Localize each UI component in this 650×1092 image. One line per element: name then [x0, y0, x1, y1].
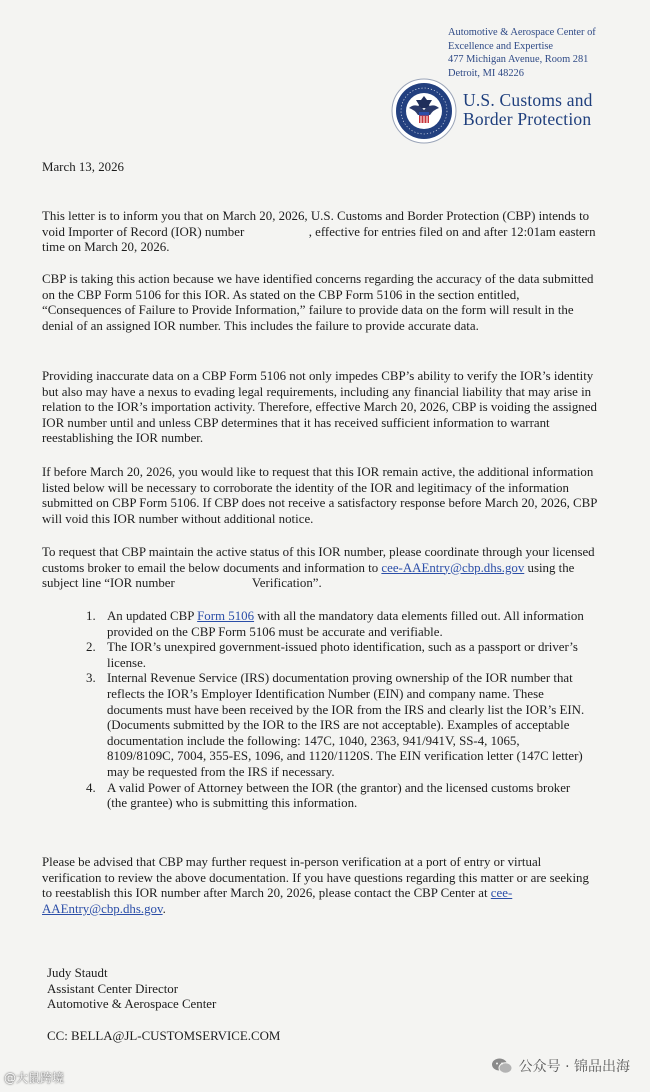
- signer-title: Assistant Center Director: [47, 981, 179, 996]
- list-number: 1.: [86, 609, 96, 623]
- paragraph-verification: [42, 855, 598, 917]
- cc-line: CC: BELLA@JL-CUSTOMSERVICE.COM: [47, 1029, 281, 1043]
- email-link[interactable]: cee-AAEntry@cbp.dhs.gov: [42, 886, 513, 916]
- address-line: Automotive & Aerospace Center of: [448, 27, 596, 38]
- email-link[interactable]: cee-AAEntry@cbp.dhs.gov: [381, 560, 525, 575]
- list-text: The IOR’s unexpired government-issued photo identification, such as a passport or driver’s license.: [107, 640, 578, 670]
- paragraph-reason: CBP is taking this action because we have identified concerns regarding the accuracy of the data submitted on the CBP Form 5106 for this IOR. As stated on the CBP Form 5106 in the section entitled, “Consequences of Failure to Provide Information,” failure to provide data on the form will result in the denial of an assigned IOR number. This includes the failure to provide accurate data.: [42, 272, 594, 333]
- wechat-icon: [491, 1057, 513, 1075]
- list-item: [86, 671, 586, 780]
- watermark-text: 公众号 · 锦品出海: [518, 1059, 630, 1075]
- list-text: A valid Power of Attorney between the IOR (the grantor) and the licensed customs broker (the grantee) who is submitting this information.: [107, 780, 571, 811]
- agency-name: [463, 91, 593, 129]
- agency-name-line: Border Protection: [463, 109, 592, 129]
- paragraph-text: To request that CBP maintain the active status of this IOR number, please coordinate through your licensed customs broker to email the below documents and information to: [42, 545, 598, 575]
- signature-block: [47, 966, 216, 1013]
- paragraph-request-active: If before March 20, 2026, you would like to request that this IOR remain active, the additional information listed below will be necessary to corroborate the identity of the IOR and legitimacy of the information submitted on CBP Form 5106. If CBP does not receive a satisfactory response before March 20, 2026, CBP will void this IOR number without additional notice.: [42, 465, 597, 526]
- paragraph-text: using the subject line “IOR number Verification”.: [42, 560, 578, 591]
- list-text: An updated CBP: [107, 609, 198, 623]
- list-text: with all the mandatory data elements filled out. All information provided on the CBP Form 5106 must be accurate and verifiable.: [107, 609, 584, 639]
- wechat-watermark: [491, 1056, 630, 1076]
- paragraph-inaccurate-data: Providing inaccurate data on a CBP Form 5106 not only impedes CBP’s ability to verify the IOR’s identity but also may have a nexus to evading legal requirements, including any financial liability that may arise in relation to the IOR’s importation activity. Therefore, effective March 20, 2026, CBP is voiding the assigned IOR number until and unless CBP determines that it has received sufficient information to warrant reestablishing the IOR number.: [42, 369, 597, 446]
- list-number: 2.: [86, 640, 96, 655]
- required-documents-list: [86, 609, 586, 812]
- address-line: Detroit, MI 48226: [448, 67, 524, 79]
- list-item: [86, 640, 586, 671]
- signer-name: Judy Staudt: [47, 966, 108, 980]
- address-line: 477 Michigan Avenue, Room 281: [448, 54, 589, 66]
- agency-name-line: U.S. Customs and: [463, 90, 593, 110]
- paragraph-email-instructions: [42, 545, 598, 592]
- list-number: 4.: [86, 780, 96, 795]
- paragraph-text: Please be advised that CBP may further request in-person verification at a port of entry or virtual verification to review the above documentation. If you have questions regarding this matter or are seeking to reestablish this IOR number after March 20, 2026, please contact the CBP Center at: [42, 855, 589, 901]
- form-5106-link[interactable]: Form 5106: [197, 609, 255, 623]
- letter-date: March 13, 2026: [42, 160, 124, 174]
- list-text: Internal Revenue Service (IRS) documentation proving ownership of the IOR number that reflects the IOR’s Employer Identification Number (EIN) and company name. These documents must have been received by the IOR from the IRS and clearly list the IOR’s EIN. (Documents submitted by the IOR to the IRS are not acceptable). Examples of acceptable documentation include the following: 147C, 1040, 2363, 941/941V, SS-4, 1065, 8109/8109C, 7004, 355-ES, 1096, and 1120/1120S. The EIN verification letter (147C letter) may be requested from the IRS if necessary.: [107, 671, 585, 779]
- list-number: 3.: [86, 671, 96, 686]
- paragraph-void-notice: This letter is to inform you that on March 20, 2026, U.S. Customs and Border Protection (CBP) intends to void Importer of Record (IOR) number , effective for entries filed on and after 12:01am eastern time on March 20, 2026.: [42, 209, 599, 255]
- signer-org: Automotive & Aerospace Center: [47, 997, 217, 1012]
- paragraph-text: .: [162, 901, 166, 916]
- address-line: Excellence and Expertise: [448, 40, 554, 52]
- corner-watermark: @大鼠跨境: [4, 1071, 65, 1085]
- letterhead-address: [448, 26, 596, 80]
- list-item: [86, 609, 586, 640]
- cbp-seal-logo: [391, 78, 457, 144]
- list-item: [86, 781, 586, 812]
